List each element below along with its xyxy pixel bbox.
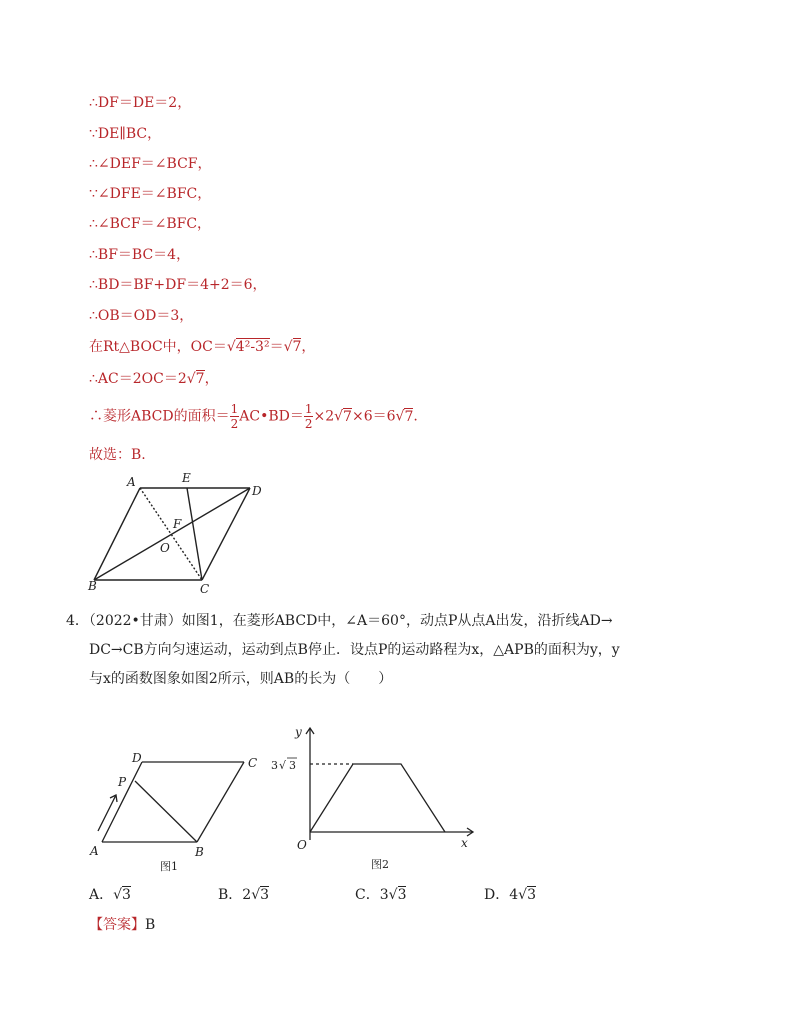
rhombus-motion-figure [84,745,274,875]
ac-text: ∴AC＝2OC＝2 [89,371,187,387]
answer-value: B [145,917,156,933]
sqrt-sign: √ [518,887,528,903]
label-e: E [182,471,191,485]
option-coef: 4 [509,887,519,903]
figure-caption-2: 图2 [371,858,389,871]
sqrt-sign: √ [388,887,398,903]
sqrt-seven: 7 [292,339,302,355]
label-f: F [173,517,182,531]
graph-trapezoid [310,764,445,832]
edge-cb [197,762,244,842]
frac-den: 2 [304,417,313,431]
comma: ， [301,339,316,355]
label-c: C [200,582,210,596]
frac-den: 2 [230,417,239,431]
fraction [230,402,240,431]
option-radicand: 3 [122,887,131,903]
option-label: C． [355,887,380,903]
conclusion: 故选：B. [89,447,146,463]
solution-line-7: ∴BD＝BF+DF＝4+2＝6， [89,277,267,293]
option-c[interactable] [355,884,406,904]
figure-caption-1: 图1 [160,860,178,873]
label-x: x [461,836,468,850]
sqrt-seven: 7 [195,371,205,387]
ymark-coef: 3 [271,759,278,772]
label-y: y [295,725,302,739]
label-o: O [160,541,170,555]
frac-num: 1 [230,402,239,416]
label-d: D [252,484,262,498]
sqrt-sign: √ [334,408,344,425]
sqrt-seven: 7 [404,408,414,425]
option-radicand: 3 [397,887,407,903]
label-p: P [118,775,127,789]
period: . [413,408,418,425]
question-line-3: 与x的函数图象如图2所示，则AB的长为（ ） [89,671,393,687]
solution-line-2: ∵DE∥BC， [89,126,162,142]
label-o: O [297,838,307,852]
area-prefix: ∴菱形ABCD的面积＝ [89,408,230,425]
edge-ad [102,762,142,842]
rt-prefix: 在Rt△BOC中， [89,339,191,355]
equals: ＝ [269,339,284,355]
solution-line-1: ∴DF＝DE＝2， [89,95,192,111]
sqrt-sign: √ [186,371,196,387]
function-graph [265,720,480,875]
sqrt-sign: √ [279,759,287,772]
option-a[interactable] [89,884,131,904]
segment-ec [187,488,202,580]
solution-line-8: ∴OB＝OD＝3， [89,308,194,324]
label-b: B [88,579,97,593]
solution-line-3: ∴∠DEF＝∠BCF， [89,156,212,172]
option-radicand: 3 [260,887,270,903]
comma: ， [204,371,219,387]
ac-line [89,370,219,388]
option-label: D． [484,887,510,903]
rhombus-figure [80,468,280,596]
sqrt-sign: √ [283,339,293,355]
solution-line-4: ∵∠DFE＝∠BFC， [89,186,212,202]
label-a: A [127,475,136,489]
area-mid3: ×6＝6 [351,408,396,425]
area-mid: AC•BD＝ [239,408,304,425]
option-d[interactable] [484,884,536,904]
solution-line-6: ∴BF＝BC＝4， [89,247,191,263]
frac-num: 1 [304,402,313,416]
option-radicand: 3 [527,887,536,903]
solution-line-5: ∴∠BCF＝∠BFC， [89,216,212,232]
motion-arrow [98,795,116,831]
label-c: C [248,756,258,770]
option-coef: 2 [242,887,252,903]
sqrt-sign: √ [395,408,405,425]
question-line-2: DC→CB方向匀速运动，运动到点B停止．设点P的运动路程为x，△APB的面积为y，y [89,642,620,658]
option-label: A． [89,887,114,903]
answer [89,914,155,934]
label-d: D [132,751,142,765]
sqrt-sign: √ [113,887,123,903]
sqrt-sign: √ [251,887,261,903]
label-a: A [90,844,99,858]
option-label: B． [218,887,243,903]
area-mid2: ×2 [313,408,335,425]
rt-line [89,338,315,356]
oc-label: OC＝ [190,339,227,355]
option-coef: 3 [379,887,389,903]
option-b[interactable] [218,884,269,904]
sqrt-sign: √ [226,339,236,355]
radicand: 4²-3² [235,339,270,355]
area-line [89,402,418,436]
sqrt-seven: 7 [343,408,352,425]
segment-pb [135,781,197,842]
question-line-1: 4．（2022•甘肃）如图1，在菱形ABCD中，∠A＝60°，动点P从点A出发，沿折线AD→ [66,613,613,629]
ymark-rad: 3 [289,759,296,772]
answer-label: 【答案】 [89,917,145,933]
label-b: B [195,845,204,859]
